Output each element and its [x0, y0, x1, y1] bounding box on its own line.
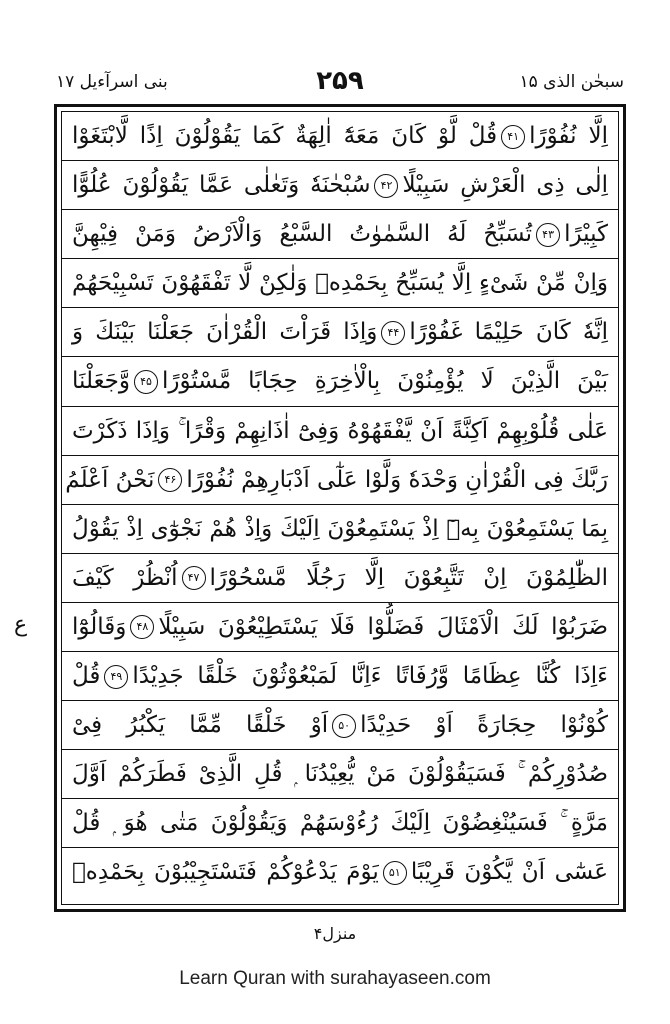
verse-text-continued: تُسَبِّحُ لَهُ السَّمٰوٰتُ السَّبْعُ وَالْاَرْضُ وَمَنْ فِيْهِنَّ: [72, 221, 533, 248]
verses-block: [61, 111, 619, 905]
verse-line: [62, 652, 618, 701]
verse-line: [62, 112, 618, 161]
verse-text: اِلٰى ذِى الْعَرْشِ سَبِيْلًا: [402, 172, 608, 199]
verse-text: اِلَّا نُفُوْرًا: [529, 123, 608, 149]
verse-text-continued: وَقَالُوْٓا: [72, 613, 127, 640]
verse-line: [62, 505, 618, 554]
verse-line: [62, 357, 618, 406]
verse-line: [62, 407, 618, 456]
verse-line: [62, 701, 618, 750]
verse-text-continued: قُلْ لَّوْ كَانَ مَعَهٗٓ اٰلِهَةٌ كَمَا يَقُوْلُوْنَ اِذًا لَّابْتَغَوْا: [72, 123, 498, 149]
verse-text-continued: قُلْ: [72, 663, 101, 690]
page-number: ۲۵۹: [316, 66, 364, 96]
surah-name-header: بنی اسرآءیل ۱۷: [56, 72, 168, 92]
verse-text: اِنَّهٗ كَانَ حَلِيْمًا غَفُوْرًا: [409, 319, 608, 346]
verse-text: ضَرَبُوْا لَكَ الْاَمْثَالَ فَضَلُّوْا فَلَا يَسْتَطِيْعُوْنَ سَبِيْلًا: [158, 613, 608, 640]
verse-text: بَيْنَ الَّذِيْنَ لَا يُؤْمِنُوْنَ بِالْاٰخِرَةِ حِجَابًا مَّسْتُوْرًا: [161, 368, 608, 395]
verse-line: [62, 259, 618, 308]
ayah-number-marker: ۴۹: [104, 665, 128, 689]
verse-line: [62, 456, 618, 505]
ayah-number-marker: ۵۱: [383, 861, 407, 885]
ayah-number-marker: ۵۰: [332, 714, 356, 738]
verse-line: [62, 848, 618, 897]
verse-text: الظّٰلِمُوْنَ اِنْ تَتَّبِعُوْنَ اِلَّا رَجُلًا مَّسْحُوْرًا: [209, 564, 608, 591]
verse-line: [62, 210, 618, 259]
verse-text-continued: وَّجَعَلْنَا: [72, 368, 130, 395]
para-name-header: سبحٰن الذی ۱۵: [519, 72, 624, 92]
rukoo-mark: ع: [14, 612, 28, 637]
manzil-label: منزل۴: [313, 924, 357, 943]
verse-line: [62, 308, 618, 357]
verse-text-continued: اُنْظُرْ كَيْفَ: [72, 564, 178, 591]
ayah-number-marker: ۴۷: [182, 566, 206, 590]
ayah-number-marker: ۴۳: [536, 223, 560, 247]
verse-text: عَلٰى قُلُوْبِهِمْ اَكِنَّةً اَنْ يَّفْقَهُوْهُ وَفِىْٓ اٰذَانِهِمْ وَقْرًا ۚ وَاِذَا ذَكَرْتَ: [72, 417, 608, 444]
verse-text-continued: اَوْ خَلْقًا مِّمَّا يَكْبُرُ فِىْ: [72, 712, 329, 739]
verse-line: [62, 554, 618, 603]
verse-line: [62, 750, 618, 799]
verse-text-continued: سُبْحٰنَهٗ وَتَعٰلٰى عَمَّا يَقُوْلُوْنَ عُلُوًّا: [72, 172, 371, 199]
verse-text: رَبَّكَ فِى الْقُرْاٰنِ وَحْدَهٗ وَلَّوْا عَلٰٓى اَدْبَارِهِمْ نُفُوْرًا: [186, 466, 608, 493]
verse-line: [62, 161, 618, 210]
verse-text: صُدُوْرِكُمْ ۚ فَسَيَقُوْلُوْنَ مَنْ يُّعِيْدُنَا ۭ قُلِ الَّذِىْ فَطَرَكُمْ اَوَّلَ: [72, 761, 608, 788]
verse-text: عَسٰٓى اَنْ يَّكُوْنَ قَرِيْبًا: [410, 859, 608, 886]
verse-text-continued: وَاِذَا قَرَاْتَ الْقُرْاٰنَ جَعَلْنَا بَيْنَكَ وَ: [72, 319, 378, 346]
text-frame: [54, 104, 626, 912]
ayah-number-marker: ۴۱: [501, 125, 525, 149]
verse-text: مَرَّةٍ ۚ فَسَيُنْغِضُوْنَ اِلَيْكَ رُءُوْسَهُمْ وَيَقُوْلُوْنَ مَتٰى هُوَ ۭ قُلْ: [72, 810, 608, 837]
footer-credit: Learn Quran with surahayaseen.com: [179, 968, 491, 989]
ayah-number-marker: ۴۵: [134, 370, 158, 394]
verse-text: ءَاِذَا كُنَّا عِظَامًا وَّرُفَاتًا ءَاِنَّا لَمَبْعُوْثُوْنَ خَلْقًا جَدِيْدًا: [132, 663, 608, 690]
page-header: [56, 66, 624, 106]
ayah-number-marker: ۴۶: [158, 468, 182, 492]
verse-text-continued: يَوْمَ يَدْعُوْكُمْ فَتَسْتَجِيْبُوْنَ بِحَمْدِهٖ: [72, 859, 379, 886]
verse-text: كُوْنُوْا حِجَارَةً اَوْ حَدِيْدًا: [360, 712, 608, 739]
verse-text: بِمَا يَسْتَمِعُوْنَ بِهٖٓ اِذْ يَسْتَمِعُوْنَ اِلَيْكَ وَاِذْ هُمْ نَجْوٰٓى اِذْ يَقُوْلُ: [72, 515, 608, 542]
verse-line: [62, 603, 618, 652]
ayah-number-marker: ۴۸: [130, 615, 154, 639]
verse-text: كَبِيْرًا: [564, 221, 608, 248]
verse-line: [62, 799, 618, 848]
verse-text-continued: نَحْنُ اَعْلَمُ: [65, 466, 155, 493]
ayah-number-marker: ۴۲: [374, 174, 398, 198]
verse-text: وَاِنْ مِّنْ شَىْءٍ اِلَّا يُسَبِّحُ بِحَمْدِهٖ وَلٰكِنْ لَّا تَفْقَهُوْنَ تَسْبِيْحَهُمْ: [72, 270, 608, 297]
ayah-number-marker: ۴۴: [381, 321, 405, 345]
